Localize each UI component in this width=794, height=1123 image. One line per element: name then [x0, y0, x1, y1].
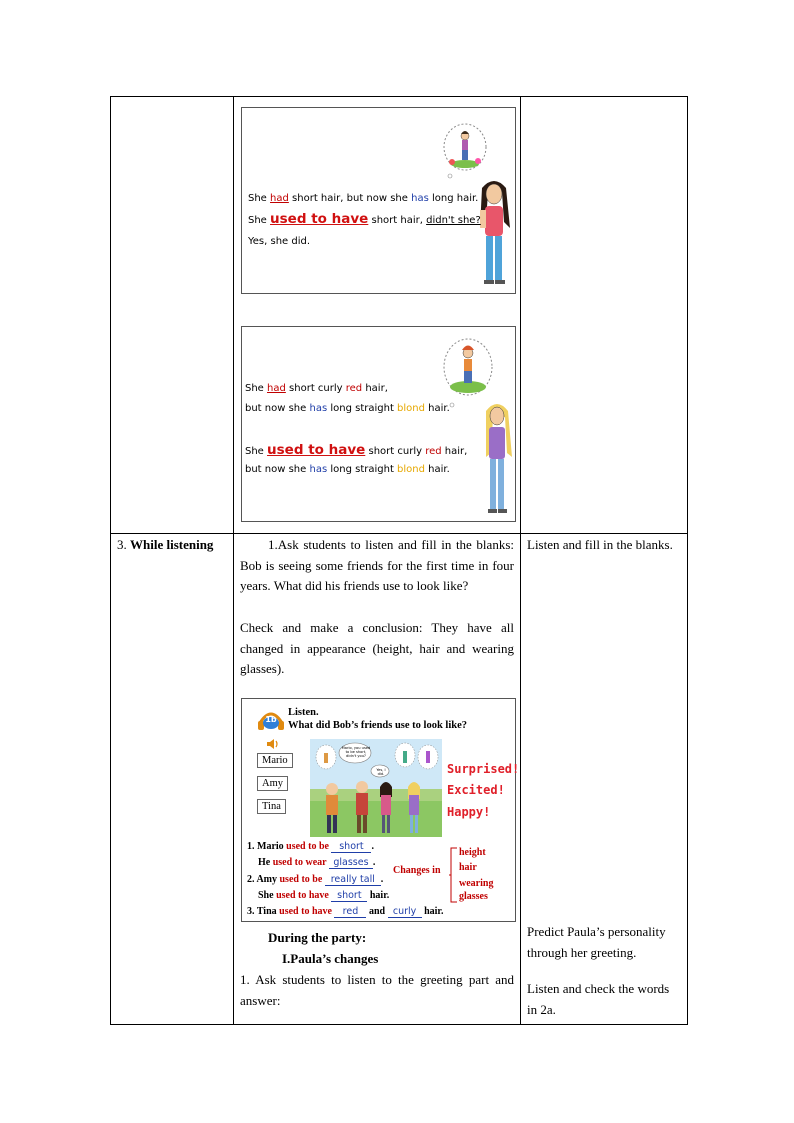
changes-in-label: Changes in [393, 865, 441, 876]
category-height: height [459, 847, 486, 858]
slide2-line-4: but now she has long straight blond hair. [245, 464, 450, 475]
fill-line-2: He used to wear glasses . [258, 857, 376, 868]
teacher-activity-greeting: 1. Ask students to listen to the greeting part and answer: [240, 972, 514, 1008]
slide-listening-1b [241, 698, 520, 922]
name-box-tina: Tina [257, 799, 286, 814]
paula-changes-heading: I.Paula’s changes [282, 951, 379, 966]
teacher-conclusion: Check and make a conclusion: They have all changed in appearance (height, hair and wearing glasses). [240, 620, 514, 676]
speaker-icon[interactable] [266, 737, 280, 749]
table-border-top [110, 96, 688, 97]
slide2-line-3: She used to have short curly red hair, [245, 442, 468, 458]
table-col-divider-2 [520, 96, 521, 1025]
table-border-right [687, 96, 688, 1025]
slide1-line-2: She used to have short hair, didn't she? [248, 211, 481, 227]
table-col-divider-1 [233, 96, 234, 1025]
teacher-activity-1: 1.Ask students to listen and fill in the blanks: Bob is seeing some friends for the first time in four years. What did his friends use to look like? [240, 537, 514, 593]
category-hair: hair [459, 862, 477, 873]
slide2-line-2: but now she has long straight blond hair. [245, 403, 450, 414]
during-party-heading: During the party: [268, 930, 367, 945]
slide1-line-1: She had short hair, but now she has long hair. [248, 193, 479, 204]
slide-used-to-have-2 [241, 326, 516, 522]
girl-illustration [480, 401, 514, 519]
name-box-amy: Amy [257, 776, 288, 791]
fill-line-1: 1. Mario used to be short . [247, 841, 374, 852]
friends-scene-illustration [310, 739, 442, 837]
fill-line-3: 2. Amy used to be really tall . [247, 874, 384, 885]
category-wearing: wearing [459, 878, 494, 889]
exclaim-happy: Happy! [447, 805, 491, 819]
fill-line-5: 3. Tina used to have red and curly hair. [247, 906, 444, 917]
headphones-icon [257, 708, 285, 732]
student-activity-3: Listen and check the words in 2a. [527, 981, 670, 1017]
exclaim-excited: Excited! [447, 783, 505, 797]
exercise-badge: 1b [265, 715, 277, 724]
listen-title: Listen. [288, 707, 319, 718]
name-box-mario: Mario [257, 753, 293, 768]
table-border-left [110, 96, 111, 1025]
student-activity-1: Listen and fill in the blanks. [527, 537, 673, 552]
listen-question: What did Bob’s friends use to look like? [288, 720, 468, 731]
changes-brace [448, 847, 458, 903]
speech-bubble-reply: Yes, I did. [376, 768, 386, 776]
table-border-bottom [110, 1024, 688, 1025]
girl-illustration [474, 178, 514, 290]
thought-bubble-illustration [442, 122, 488, 172]
slide1-line-3: Yes, she did. [248, 236, 311, 247]
slide-used-to-have-1 [241, 107, 516, 294]
step-label: 3. While listening [117, 537, 214, 552]
fill-line-4: She used to have short hair. [258, 890, 390, 901]
speech-bubble-text: Mario, you used to be short, didn't you? [341, 746, 371, 758]
student-activity-2: Predict Paula’s personality through her greeting. [527, 924, 666, 960]
table-row-divider [110, 533, 688, 534]
slide2-line-1: She had short curly red hair, [245, 383, 388, 394]
exclaim-surprised: Surprised! [447, 762, 520, 776]
thought-bubble-illustration [442, 337, 494, 407]
category-glasses: glasses [459, 891, 488, 902]
